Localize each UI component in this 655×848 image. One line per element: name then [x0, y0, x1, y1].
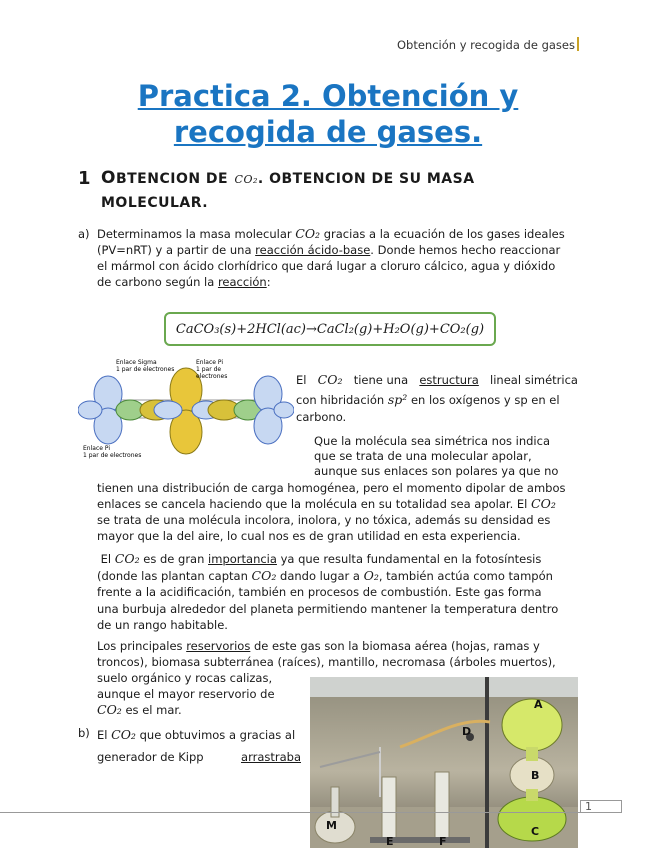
section-rest-1: . OBTENCION DE SU MASA	[257, 171, 475, 187]
link-importance[interactable]: importancia	[208, 552, 277, 566]
title-line-2: recogida de gases.	[173, 115, 483, 149]
label-pi-bot-2: 1 par de electrones	[83, 452, 142, 459]
text: , también actúa como tampón	[378, 568, 553, 583]
link-reaction[interactable]: reacción	[217, 275, 267, 289]
text: enlaces se cancela haciendo que la molécula en su totalidad sea apolar. El	[97, 497, 528, 511]
title-line-1: Practica 2. Obtención y	[137, 79, 519, 113]
header-accent-bar	[577, 37, 579, 51]
section-formula: CO₂	[234, 173, 258, 186]
photo-label-d: D	[462, 725, 472, 738]
item-a-paragraph	[97, 226, 578, 290]
section-rest-2: MOLECULAR.	[101, 195, 209, 211]
photo-label-a: A	[534, 698, 543, 711]
text: Que la molécula sea simétrica nos indica	[314, 434, 550, 448]
label-pi-top-3: electrones	[196, 373, 228, 380]
photo-label-c: C	[531, 825, 540, 838]
text: que se trata de una molecular apolar,	[314, 449, 532, 463]
formula: CO₂	[111, 727, 136, 742]
text: (PV=nRT) y a partir de una	[97, 243, 252, 257]
text: mayor que la del aire, lo cual nos es de gran utilidad en esta experiencia.	[97, 529, 521, 543]
text: generador de Kipp	[97, 750, 204, 764]
text: tiene una	[353, 373, 409, 387]
formula: CO₂	[251, 567, 277, 583]
text: con hibridación	[296, 393, 385, 407]
text: aunque sus enlaces son polares ya que no	[314, 464, 559, 478]
running-header: Obtención y recogida de gases	[396, 38, 575, 52]
text: (donde las plantan captan	[97, 568, 248, 583]
text: el mármol con ácido clorhídrico que dará lugar a cloruro cálcico, agua y dióxido	[97, 259, 556, 273]
molecule-paragraph-bottom	[97, 480, 578, 544]
text: es de gran	[143, 552, 205, 566]
text: El	[100, 552, 112, 566]
text: es el mar.	[125, 703, 182, 717]
item-b-paragraph	[97, 724, 301, 768]
text: lineal simétrica	[490, 373, 578, 387]
molecule-paragraph-top	[314, 434, 578, 479]
page-number: 1	[585, 800, 592, 813]
text: suelo orgánico y rocas calizas,	[97, 671, 273, 685]
page-title	[80, 78, 576, 150]
footer-line	[0, 812, 622, 813]
text: gracias a la ecuación de los gases ideales	[323, 227, 565, 241]
photo-label-b: B	[531, 769, 540, 782]
section-word: BTENCION DE	[115, 171, 229, 187]
equation: CaCO₃(s)+2HCl(ac)→CaCl₂(g)+H₂O(g)+CO₂(g)	[175, 321, 485, 337]
text: de carbono según la	[97, 275, 215, 289]
photo-label-m: M	[326, 819, 337, 832]
text: carbono.	[296, 410, 347, 424]
reservoirs-paragraph	[97, 638, 578, 670]
reservoirs-paragraph-narrow	[97, 670, 301, 718]
text: :	[266, 275, 271, 289]
text: . Donde hemos hecho reaccionar	[370, 243, 561, 257]
text: en los oxígenos y sp en el	[410, 393, 560, 407]
text: de un rango habitable.	[97, 618, 228, 632]
link-dragged[interactable]: arrastraba	[241, 750, 301, 764]
item-b-marker: b)	[78, 726, 90, 740]
formula: CO₂	[295, 226, 321, 241]
text: frente a la acidificación, también en procesos de combustión. Este gas forma	[97, 585, 542, 599]
formula: CO₂	[114, 551, 140, 566]
text: se trata de una molécula incolora, inolora, y no tóxica, además su densidad es	[97, 513, 551, 527]
text: que obtuvimos a gracias al	[139, 728, 296, 742]
co2-orbital-diagram	[78, 354, 294, 464]
text: troncos), biomasa subterránea (raíces), mantillo, necromasa (árboles muertos),	[97, 655, 556, 669]
text: Los principales	[97, 639, 183, 653]
equation-box	[164, 312, 496, 346]
photo-label-e: E	[386, 835, 394, 848]
text: aunque el mayor reservorio de	[97, 687, 275, 701]
formula: CO₂	[531, 496, 556, 511]
formula: O₂	[363, 567, 379, 583]
text: de este gas son la biomasa aérea (hojas, ramas y	[253, 639, 540, 653]
label-sigma: Enlace Sigma	[116, 359, 157, 366]
text: El	[296, 373, 307, 387]
importance-paragraph	[97, 551, 578, 634]
formula: CO₂	[97, 702, 122, 717]
text: El	[97, 728, 108, 742]
formula: sp²	[387, 392, 408, 407]
text: tienen una distribución de carga homogénea, pero el momento dipolar de ambos	[97, 481, 566, 495]
text: Determinamos la masa molecular	[97, 227, 292, 241]
lab-apparatus-photo	[310, 677, 578, 848]
photo-label-f: F	[439, 835, 447, 848]
section-initial: O	[101, 168, 116, 188]
text: dando lugar a	[280, 568, 360, 583]
label-sigma-2: 1 par de electrones	[116, 366, 175, 373]
item-a-marker: a)	[78, 227, 90, 241]
link-reservoirs[interactable]: reservorios	[186, 639, 251, 653]
label-pi-top: Enlace Pi	[196, 359, 223, 366]
text: una burbuja alrededor del planeta permitiendo mantener la temperatura dentro	[97, 601, 559, 616]
link-acid-base[interactable]: reacción ácido-base	[255, 243, 371, 257]
structure-paragraph	[296, 370, 578, 424]
section-heading-text	[101, 167, 541, 215]
link-structure[interactable]: estructura	[419, 373, 479, 387]
label-pi-bot: Enlace Pi	[83, 445, 110, 452]
label-pi-top-2: 1 par de	[196, 366, 222, 373]
text: ya que resulta fundamental en la fotosíntesis	[280, 552, 542, 566]
formula: CO₂	[317, 372, 343, 387]
section-number: 1	[78, 168, 92, 189]
